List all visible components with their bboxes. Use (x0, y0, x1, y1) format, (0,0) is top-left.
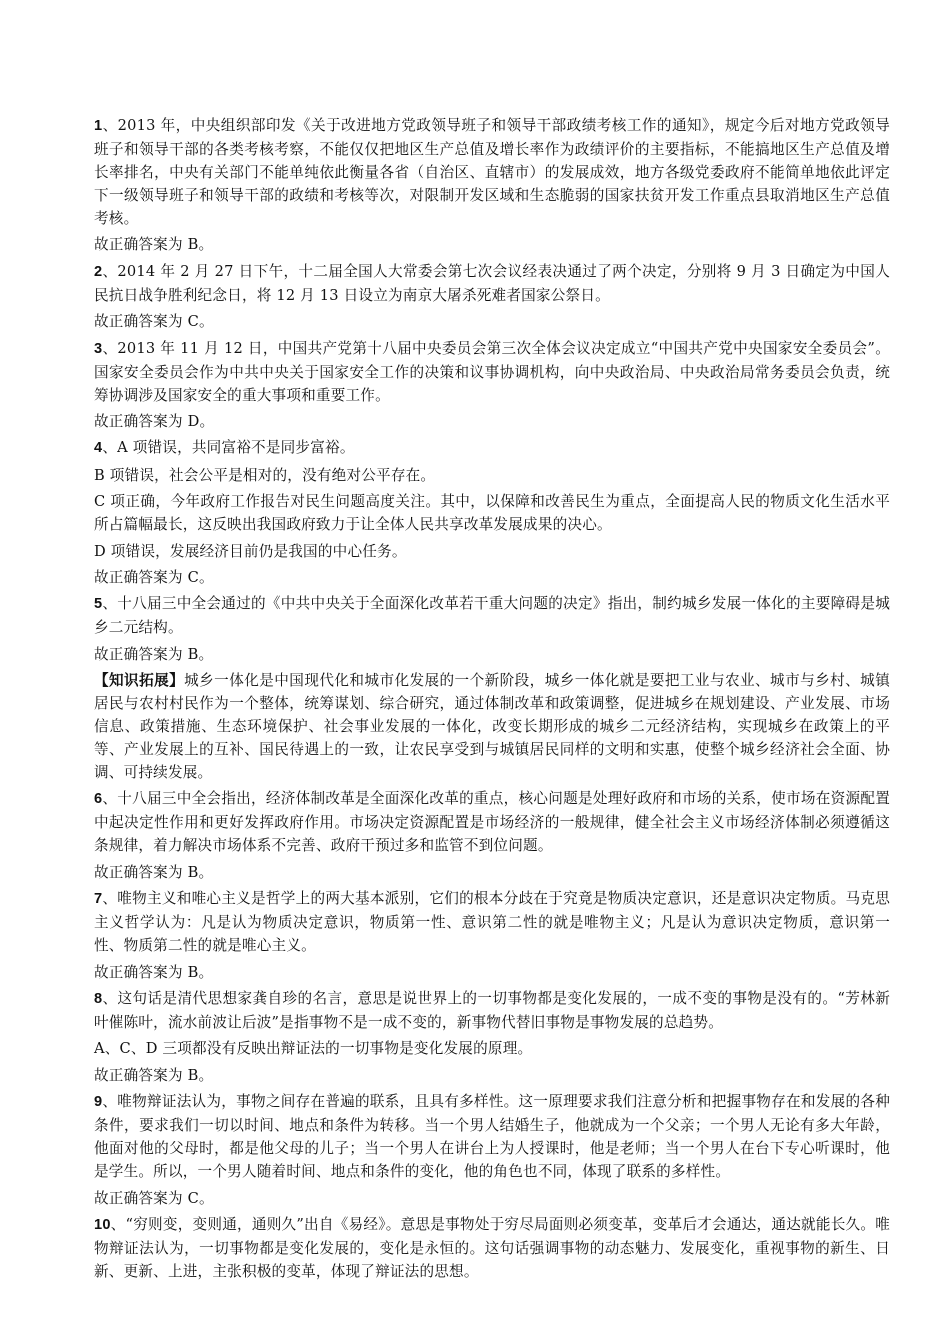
paragraph-text: 故正确答案为 C。 (94, 313, 214, 331)
paragraph-text: 故正确答案为 B。 (94, 645, 214, 663)
question-number: 7 (94, 891, 103, 908)
answer-paragraph (94, 592, 890, 639)
answer-paragraph (94, 1213, 890, 1283)
paragraph-text: 故正确答案为 B。 (94, 863, 214, 881)
paragraph-text: B 项错误，社会公平是相对的，没有绝对公平存在。 (94, 466, 436, 484)
answer-paragraph (94, 669, 890, 784)
answer-paragraph (94, 490, 890, 536)
paragraph-text: 、这句话是清代思想家龚自珍的名言，意思是说世界上的一切事物都是变化发展的，一成不变的事物是没有的。“芳林新叶催陈叶，流水前波让后波”是指事物不是一成不变的，新事物代替旧事物是事物发展的总趋势。 (94, 990, 890, 1032)
paragraph-text: 故正确答案为 C。 (94, 1189, 214, 1207)
answer-paragraph (94, 464, 890, 487)
question-number: 3 (94, 340, 103, 357)
answer-paragraph (94, 787, 890, 857)
paragraph-text: 、唯物辩证法认为，事物之间存在普遍的联系，且具有多样性。这一原理要求我们注意分析和把握事物存在和发展的各种条件，要求我们一切以时间、地点和条件为转移。当一个男人结婚生子，他就成为一个父亲；一个男人无论有多大年龄，他面对他的父母时，都是他父母的儿子；当一个男人在讲台上为人授课时，他是老师；当一个男人在台下专心听课时，他是学生。所以，一个男人随着时间、地点和条件的变化，他的角色也不同，体现了联系的多样性。 (94, 1093, 890, 1181)
answer-paragraph (94, 1090, 890, 1183)
answer-paragraph (94, 260, 890, 307)
question-number: 2 (94, 263, 103, 280)
question-number: 8 (94, 991, 103, 1008)
answer-paragraph (94, 233, 890, 256)
answer-paragraph (94, 961, 890, 984)
knowledge-tag: 【知识拓展】 (94, 672, 185, 690)
question-number: 5 (94, 596, 103, 613)
question-number: 1 (94, 118, 103, 134)
answer-paragraph (94, 436, 890, 460)
answer-paragraph (94, 337, 890, 407)
paragraph-text: 故正确答案为 D。 (94, 412, 215, 430)
answer-paragraph (94, 987, 890, 1034)
paragraph-text: 故正确答案为 B。 (94, 236, 214, 254)
paragraph-text: 、唯物主义和唯心主义是哲学上的两大基本派别，它们的根本分歧在于究竟是物质决定意识，还是意识决定物质。马克思主义哲学认为：凡是认为物质决定意识，物质第一性、意识第二性的就是唯物主义；凡是认为意识决定物质，意识第一性、物质第二性的就是唯心主义。 (94, 890, 890, 955)
answer-paragraph (94, 114, 890, 230)
paragraph-text: 、A 项错误，共同富裕不是同步富裕。 (102, 439, 355, 457)
question-number: 9 (94, 1094, 103, 1111)
answer-paragraph (94, 1037, 890, 1060)
answer-paragraph (94, 1187, 890, 1210)
question-number: 10 (94, 1216, 111, 1233)
answer-paragraph (94, 887, 890, 957)
answer-paragraph (94, 566, 890, 589)
paragraph-text: 、十八届三中全会通过的《中共中央关于全面深化改革若干重大问题的决定》指出，制约城乡发展一体化的主要障碍是城乡二元结构。 (94, 595, 890, 637)
answer-paragraph (94, 1064, 890, 1087)
paragraph-text: 、2014 年 2 月 27 日下午，十二届全国人大常委会第七次会议经表决通过了两个决定，分别将 9 月 3 日确定为中国人民抗日战争胜利纪念日，将 12 月 13 日设立为南京大屠杀死难者国家公祭日。 (94, 262, 890, 304)
paragraph-text: 、“穷则变，变则通，通则久”出自《易经》。意思是事物处于穷尽局面则必须变革，变革后才会通达，通达就能长久。唯物辩证法认为，一切事物都是变化发展的，变化是永恒的。这句话强调事物的动态魅力、发展变化，重视事物的新生、日新、更新、上进，主张积极的变革，体现了辩证法的思想。 (94, 1215, 890, 1280)
paragraph-text: 、十八届三中全会指出，经济体制改革是全面深化改革的重点，核心问题是处理好政府和市场的关系，使市场在资源配置中起决定性作用和更好发挥政府作用。市场决定资源配置是市场经济的一般规律，健全社会主义市场经济体制必须遵循这条规律，着力解决市场体系不完善、政府干预过多和监管不到位问题。 (94, 790, 890, 855)
paragraph-text: C 项正确，今年政府工作报告对民生问题高度关注。其中，以保障和改善民生为重点，全面提高人民的物质文化生活水平所占篇幅最长，这反映出我国政府致力于让全体人民共享改革发展成果的决心。 (94, 493, 890, 534)
question-number: 4 (94, 440, 103, 457)
paragraph-text: 、2013 年 11 月 12 日，中国共产党第十八届中央委员会第三次全体会议决定成立“中国共产党中央国家安全委员会”。国家安全委员会作为中共中央关于国家安全工作的决策和议事协调机构，向中央政治局、中央政治局常务委员会负责，统筹协调涉及国家安全的重大事项和重要工作。 (94, 339, 890, 404)
answer-paragraph (94, 310, 890, 333)
paragraph-text: 故正确答案为 B。 (94, 963, 214, 981)
paragraph-text: D 项错误，发展经济目前仍是我国的中心任务。 (94, 542, 407, 560)
paragraph-text: 故正确答案为 B。 (94, 1066, 214, 1084)
answer-paragraph (94, 643, 890, 666)
paragraph-text: 、2013 年，中央组织部印发《关于改进地方党政领导班子和领导干部政绩考核工作的通知》，规定今后对地方党政领导班子和领导干部的各类考核考察，不能仅仅把地区生产总值及增长率作为政绩评价的主要指标，不能搞地区生产总值及增长率排名，中央有关部门不能单纯依此衡量各省（自治区、直辖市）的发展成效，地方各级党委政府不能简单地依此评定下一级领导班子和领导干部的政绩和考核等次，对限制开发区域和生态脆弱的国家扶贫开发工作重点县取消地区生产总值考核。 (94, 117, 890, 227)
paragraph-text: 城乡一体化是中国现代化和城市化发展的一个新阶段，城乡一体化就是要把工业与农业、城市与乡村、城镇居民与农村村民作为一个整体，统筹谋划、综合研究，通过体制改革和政策调整，促进城乡在规划建设、产业发展、市场信息、政策措施、生态环境保护、社会事业发展的一体化，改变长期形成的城乡二元经济结构，实现城乡在政策上的平等、产业发展上的互补、国民待遇上的一致，让农民享受到与城镇居民同样的文明和实惠，使整个城乡经济社会全面、协调、可持续发展。 (94, 672, 890, 782)
answer-paragraph (94, 861, 890, 884)
answer-paragraph (94, 410, 890, 433)
paragraph-text: A、C、D 三项都没有反映出辩证法的一切事物是变化发展的原理。 (94, 1040, 533, 1058)
question-number: 6 (94, 791, 103, 808)
paragraph-text: 故正确答案为 C。 (94, 568, 214, 586)
answer-page (94, 114, 890, 1286)
answer-paragraph (94, 540, 890, 563)
